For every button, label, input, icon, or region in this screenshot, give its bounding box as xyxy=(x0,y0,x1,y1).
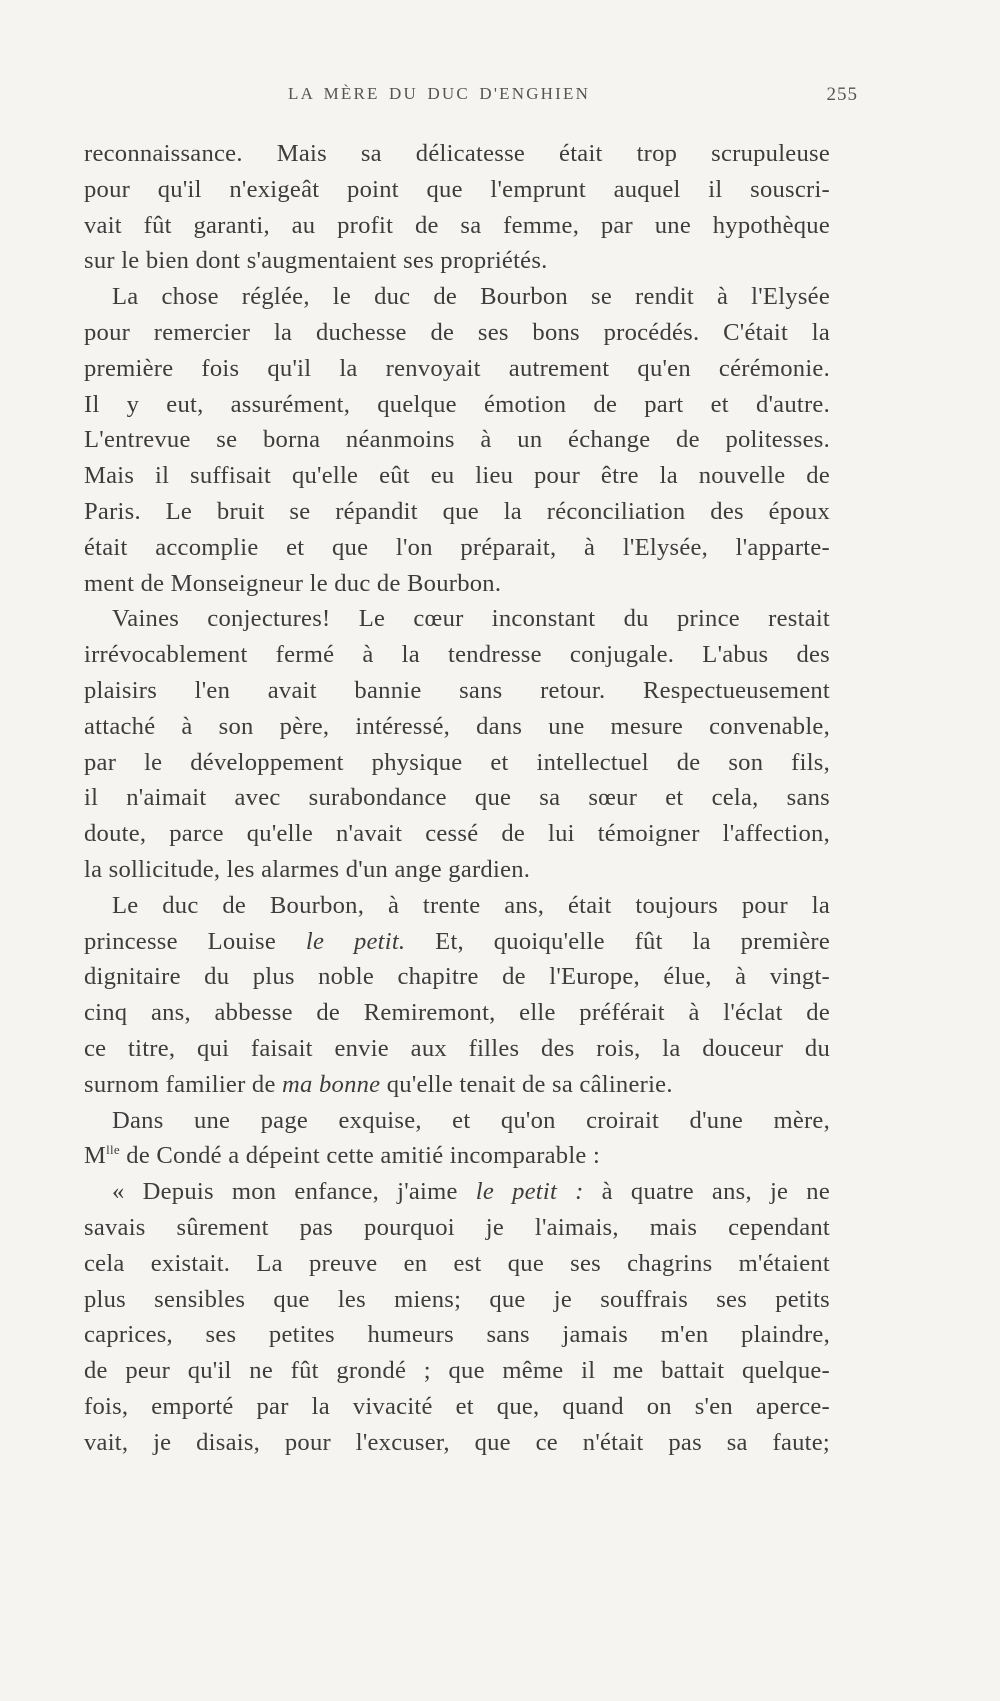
italic-text: ma bonne xyxy=(282,1070,381,1098)
text-line: cela existait. La preuve en est que ses chagrins m'étaient xyxy=(84,1249,830,1277)
text-line: ce titre, qui faisait envie aux filles des rois, la douceur du xyxy=(84,1034,830,1062)
text-line: Mais il suffisait qu'elle eût eu lieu pour être la nouvelle de xyxy=(84,462,830,490)
text-line: caprices, ses petites humeurs sans jamais m'en plaindre, xyxy=(84,1321,830,1349)
text-segment: Et, quoiqu'elle fût la première xyxy=(405,927,830,955)
text-line: Vaines conjectures! Le cœur inconstant du prince restait xyxy=(112,605,830,633)
text-line: dignitaire du plus noble chapitre de l'Europe, élue, à vingt- xyxy=(84,963,830,991)
text-line: irrévocablement fermé à la tendresse conjugale. L'abus des xyxy=(84,641,830,669)
text-line: pour qu'il n'exigeât point que l'emprunt auquel il souscri- xyxy=(84,175,830,203)
text-line: Dans une page exquise, et qu'on croirait d'une mère, xyxy=(112,1106,830,1134)
text-line: La chose réglée, le duc de Bourbon se rendit à l'Elysée xyxy=(112,283,830,311)
text-line: vait, je disais, pour l'excuser, que ce n'était pas sa faute; xyxy=(84,1428,830,1456)
text-line: pour remercier la duchesse de ses bons procédés. C'était la xyxy=(84,318,830,346)
text-segment: à quatre ans, je ne xyxy=(583,1178,830,1206)
text-line: plaisirs l'en avait bannie sans retour. Respectueusement xyxy=(84,676,830,704)
text-line xyxy=(84,1067,830,1103)
text-line: première fois qu'il la renvoyait autrement qu'en cérémonie. xyxy=(84,354,830,382)
text-line: Paris. Le bruit se répandit que la réconciliation des époux xyxy=(84,497,830,525)
text-line xyxy=(84,1174,830,1210)
running-head: LA MÈRE DU DUC D'ENGHIEN xyxy=(288,84,591,103)
text-line: sur le bien dont s'augmentaient ses propriétés. xyxy=(84,247,548,275)
text-segment: qu'elle tenait de sa câlinerie. xyxy=(380,1070,673,1098)
text-line: L'entrevue se borna néanmoins à un échange de politesses. xyxy=(84,426,830,454)
text-line: attaché à son père, intéressé, dans une mesure convenable, xyxy=(84,712,830,740)
text-segment: « Depuis mon enfance, j'aime xyxy=(112,1178,476,1206)
text-line: de peur qu'il ne fût grondé ; que même il me battait quelque- xyxy=(84,1357,830,1385)
text-line: il n'aimait avec surabondance que sa sœur et cela, sans xyxy=(84,784,830,812)
text-line: Il y eut, assurément, quelque émotion de part et d'autre. xyxy=(84,390,830,418)
text-line: était accomplie et que l'on préparait, à l'Elysée, l'apparte- xyxy=(84,533,830,561)
text-line: ment de Monseigneur le duc de Bourbon. xyxy=(84,569,502,597)
text-line xyxy=(84,1138,830,1174)
text-line: par le développement physique et intellectuel de son fils, xyxy=(84,748,830,776)
text-segment: princesse Louise xyxy=(84,927,306,955)
text-line: plus sensibles que les miens; que je souffrais ses petits xyxy=(84,1285,830,1313)
text-line: cinq ans, abbesse de Remiremont, elle préférait à l'éclat de xyxy=(84,999,830,1027)
italic-text: le petit. xyxy=(305,927,406,955)
italic-text: le petit : xyxy=(475,1178,584,1206)
text-line: fois, emporté par la vivacité et que, quand on s'en aperce- xyxy=(84,1392,830,1420)
text-line xyxy=(84,924,830,960)
page-number: 255 xyxy=(826,84,858,105)
body-text xyxy=(84,136,830,1460)
text-line: savais sûrement pas pourquoi je l'aimais, mais cependant xyxy=(84,1213,830,1241)
superscript: lle xyxy=(106,1142,120,1158)
text-line: vait fût garanti, au profit de sa femme, par une hypothèque xyxy=(84,211,830,239)
text-line: Le duc de Bourbon, à trente ans, était toujours pour la xyxy=(112,891,830,919)
text-segment: surnom familier de xyxy=(84,1070,283,1098)
text-line: la sollicitude, les alarmes d'un ange gardien. xyxy=(84,855,531,883)
text-line: reconnaissance. Mais sa délicatesse était trop scrupuleuse xyxy=(84,140,830,167)
text-segment: M xyxy=(84,1142,107,1170)
text-line: doute, parce qu'elle n'avait cessé de lui témoigner l'affection, xyxy=(84,820,830,848)
text-segment: de Condé a dépeint cette amitié incomparable : xyxy=(119,1142,601,1170)
